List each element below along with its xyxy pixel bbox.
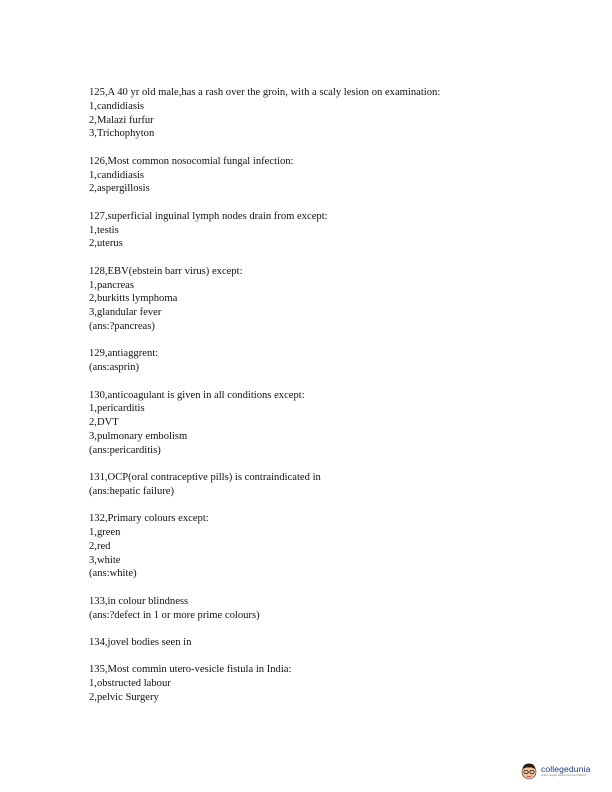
question-text: 132,Primary colours except: (89, 513, 209, 525)
question-line: 2,burkitts lymphoma (89, 293, 178, 305)
question-text: 131,OCP(oral contraceptive pills) is contraindicated in (89, 472, 321, 484)
question-text: 134,jovel bodies seen in (89, 637, 192, 649)
question-line: 1,pancreas (89, 279, 134, 291)
question-block (89, 155, 589, 196)
question-text: 129,antiaggrent: (89, 348, 159, 360)
question-line: 1,pericarditis (89, 403, 145, 415)
question-line: 1,green (89, 527, 121, 539)
question-block (89, 86, 589, 141)
question-line: 2,DVT (89, 417, 119, 429)
question-block (89, 210, 589, 251)
question-line: 3,white (89, 554, 121, 566)
question-text: 126,Most common nosocomial fungal infection: (89, 155, 294, 167)
question-block (89, 471, 589, 499)
question-line: 3,glandular fever (89, 307, 162, 319)
question-line: 2,red (89, 540, 111, 552)
question-block (89, 636, 589, 650)
question-line: 2,Malazi furfur (89, 114, 154, 126)
question-line: 1,testis (89, 224, 119, 236)
question-line: 2,uterus (89, 238, 123, 250)
question-line: (ans:asprin) (89, 362, 140, 374)
question-line: (ans:?pancreas) (89, 320, 155, 332)
question-line: 3,pulmonary embolism (89, 430, 188, 442)
logo-wordmark: collegedunia (541, 764, 591, 774)
question-line: 1,candidiasis (89, 100, 145, 112)
question-text: 133,in colour blindness (89, 595, 189, 607)
collegedunia-mascot-icon (520, 761, 538, 781)
question-block (89, 265, 589, 334)
question-text: 125,A 40 yr old male,has a rash over the groin, with a scaly lesion on examination: (89, 87, 441, 98)
question-line: 1,obstructed labour (89, 678, 171, 690)
question-text: 135,Most commin utero-vesicle fistula in India: (89, 664, 292, 676)
question-block (89, 663, 589, 704)
question-block (89, 512, 589, 581)
question-line: 1,candidiasis (89, 169, 145, 181)
question-line: (ans:hepatic failure) (89, 485, 174, 497)
question-list (89, 86, 589, 718)
question-block (89, 595, 589, 623)
collegedunia-logo (520, 757, 612, 785)
question-text: 130,anticoagulant is given in all conditions except: (89, 389, 305, 401)
question-line: (ans:pericarditis) (89, 444, 161, 456)
question-line: (ans:white) (89, 568, 137, 580)
question-line: 3,Trichophyton (89, 128, 155, 140)
question-block (89, 389, 589, 458)
logo-tagline: India's largest Student Review Platform (541, 774, 587, 777)
question-text: 128,EBV(ebstein barr virus) except: (89, 265, 243, 277)
question-text: 127,superficial inguinal lymph nodes drain from except: (89, 210, 328, 222)
question-line: 2,aspergillosis (89, 183, 150, 195)
question-block (89, 347, 589, 375)
question-line: 2,pelvic Surgery (89, 692, 159, 704)
question-line: (ans:?defect in 1 or more prime colours) (89, 609, 260, 621)
